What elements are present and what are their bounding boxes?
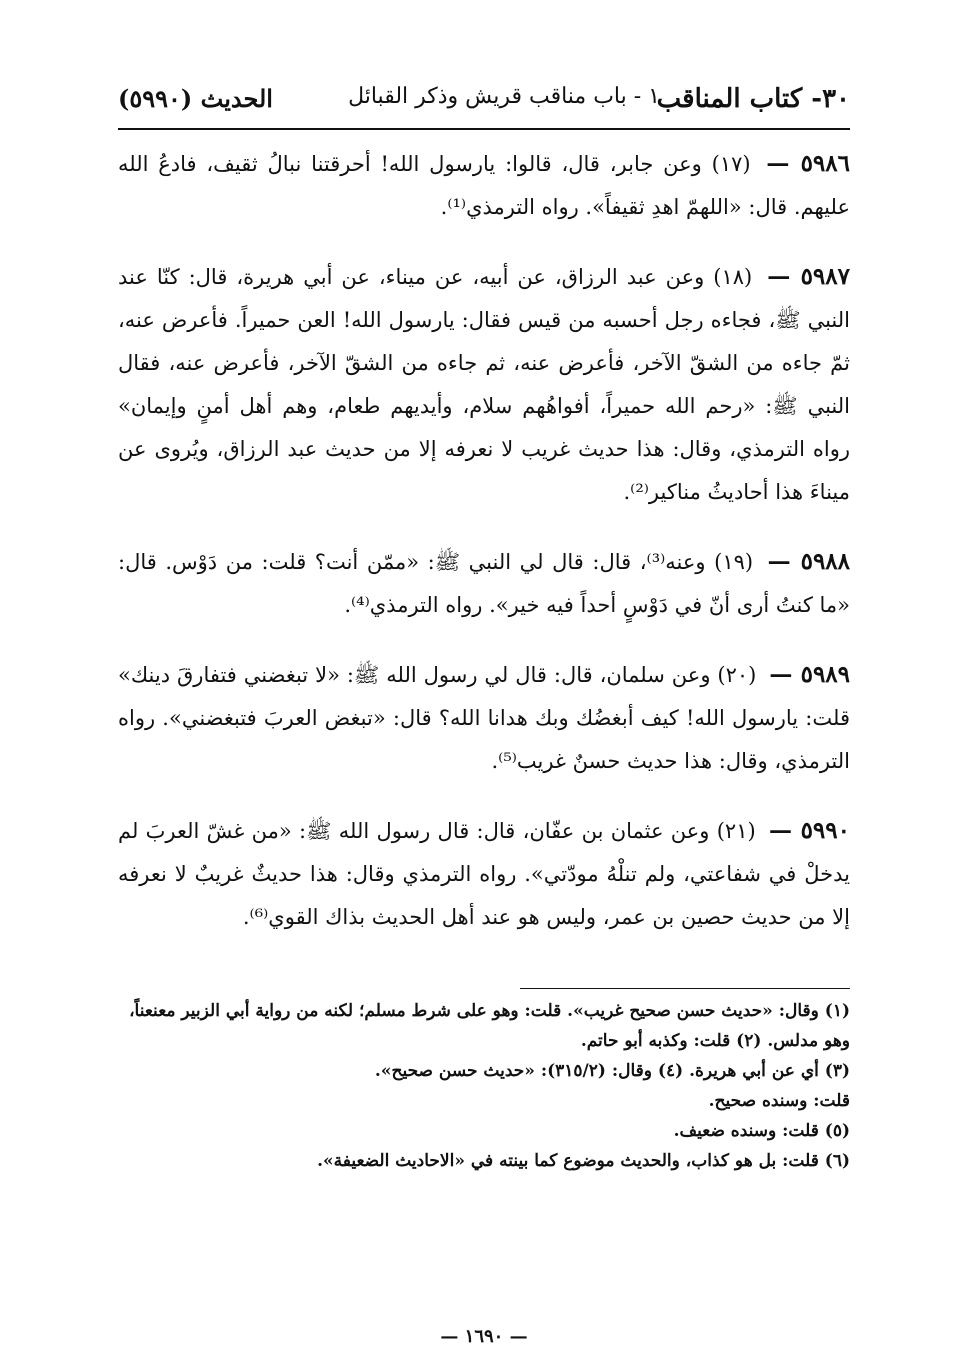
hadith-5990 <box>118 809 850 939</box>
chapter-title: ١ - باب مناقب قريش وذكر القبائل <box>348 84 660 109</box>
footnote-rule <box>520 988 850 989</box>
hadith-5988 <box>118 540 850 627</box>
header-rule <box>118 128 850 130</box>
hadith-5987 <box>118 255 850 514</box>
hadith-range: الحديث (٥٩٩٠) <box>118 84 273 113</box>
hadith-text: (١٨) وعن عبد الرزاق، عن أبيه، عن ميناء، عن أبي هريرة، قال: كنّا عند النبي ﷺ، فجاءه رجل أحسبه من قيس فقال: يارسول الله! العن حميراً. فأعرض عنه، ثمّ جاءه من الشقّ الآخر، فأعرض عنه، ثم جاءه من الشقّ الآخر، فأعرض عنه، فقال النبي ﷺ: «رحم الله حميراً، أفواهُهم سلام، وأيديهم طعام، وهم أهل أمنٍ وإيمان» رواه الترمذي، وقال: هذا حديث غريب لا نعرفه إلا من حديث عبد الرزاق، ويُروى عن ميناءَ هذا أحاديثُ مناكير⁽²⁾. <box>118 265 850 504</box>
book-title: ٣٠- كتاب المناقب <box>656 84 850 114</box>
hadith-text: (١٩) وعنه⁽³⁾، قال: قال لي النبي ﷺ: «ممّن أنت؟ قلت: من دَوْس. قال: «ما كنتُ أرى أنّ في دَوْسٍ أحداً فيه خير». رواه الترمذي⁽⁴⁾. <box>118 550 850 617</box>
running-header <box>118 78 850 126</box>
hadith-text: (١٧) وعن جابر، قال، قالوا: يارسول الله! أحرقتنا نبالُ ثقيف، فادعُ الله عليهم. قال: «اللهمّ اهدِ ثقيفاً». رواه الترمذي⁽¹⁾. <box>118 152 850 219</box>
hadith-5989 <box>118 653 850 783</box>
hadith-text: (٢١) وعن عثمان بن عفّان، قال: قال رسول الله ﷺ: «من غشّ العربَ لم يدخلْ في شفاعتي، ولم تنلْهُ مودّتي». رواه الترمذي وقال: هذا حديثٌ غريبٌ لا نعرفه إلا من حديث حصين بن عمر، وليس هو عند أهل الحديث بذاك القوي⁽⁶⁾. <box>118 819 850 929</box>
hadith-number: ٥٩٨٨ — <box>767 548 851 575</box>
hadith-number: ٥٩٨٦ — <box>766 150 850 177</box>
footnote: (٥) قلت: وسنده ضعيف. <box>673 1121 850 1141</box>
page <box>118 78 851 1347</box>
footnotes <box>118 996 850 1176</box>
footnote: (٣) أي عن أبي هريرة. (٤) وقال: (٣١٥/٢): «حديث حسن صحيح». <box>374 1061 850 1081</box>
hadith-number: ٥٩٨٧ — <box>767 263 850 290</box>
page-number: — ١٦٩٠ — <box>440 1326 528 1347</box>
hadith-number: ٥٩٩٠ — <box>768 817 850 844</box>
footnote: قلت: وسنده صحيح. <box>708 1091 850 1111</box>
footnote: (١) وقال: «حديث حسن صحيح غريب». قلت: وهو على شرط مسلم؛ لكنه من رواية أبي الزبير معنعناً، وهو مدلس. (٢) قلت: وكذبه أبو حاتم. <box>129 1001 850 1051</box>
hadith-number: ٥٩٨٩ — <box>769 661 851 688</box>
footnote: (٦) قلت: بل هو كذاب، والحديث موضوع كما بينته في «الاحاديث الضعيفة». <box>317 1151 850 1171</box>
hadith-5986 <box>118 142 850 229</box>
hadith-text: (٢٠) وعن سلمان، قال: قال لي رسول الله ﷺ: «لا تبغضني فتفارقَ دينك» قلت: يارسول الله! كيف أبغضُك وبك هدانا الله؟ قال: «تبغض العربَ فتبغضني». رواه الترمذي، وقال: هذا حديث حسنٌ غريب⁽⁵⁾. <box>118 663 850 773</box>
main-text <box>118 142 850 965</box>
